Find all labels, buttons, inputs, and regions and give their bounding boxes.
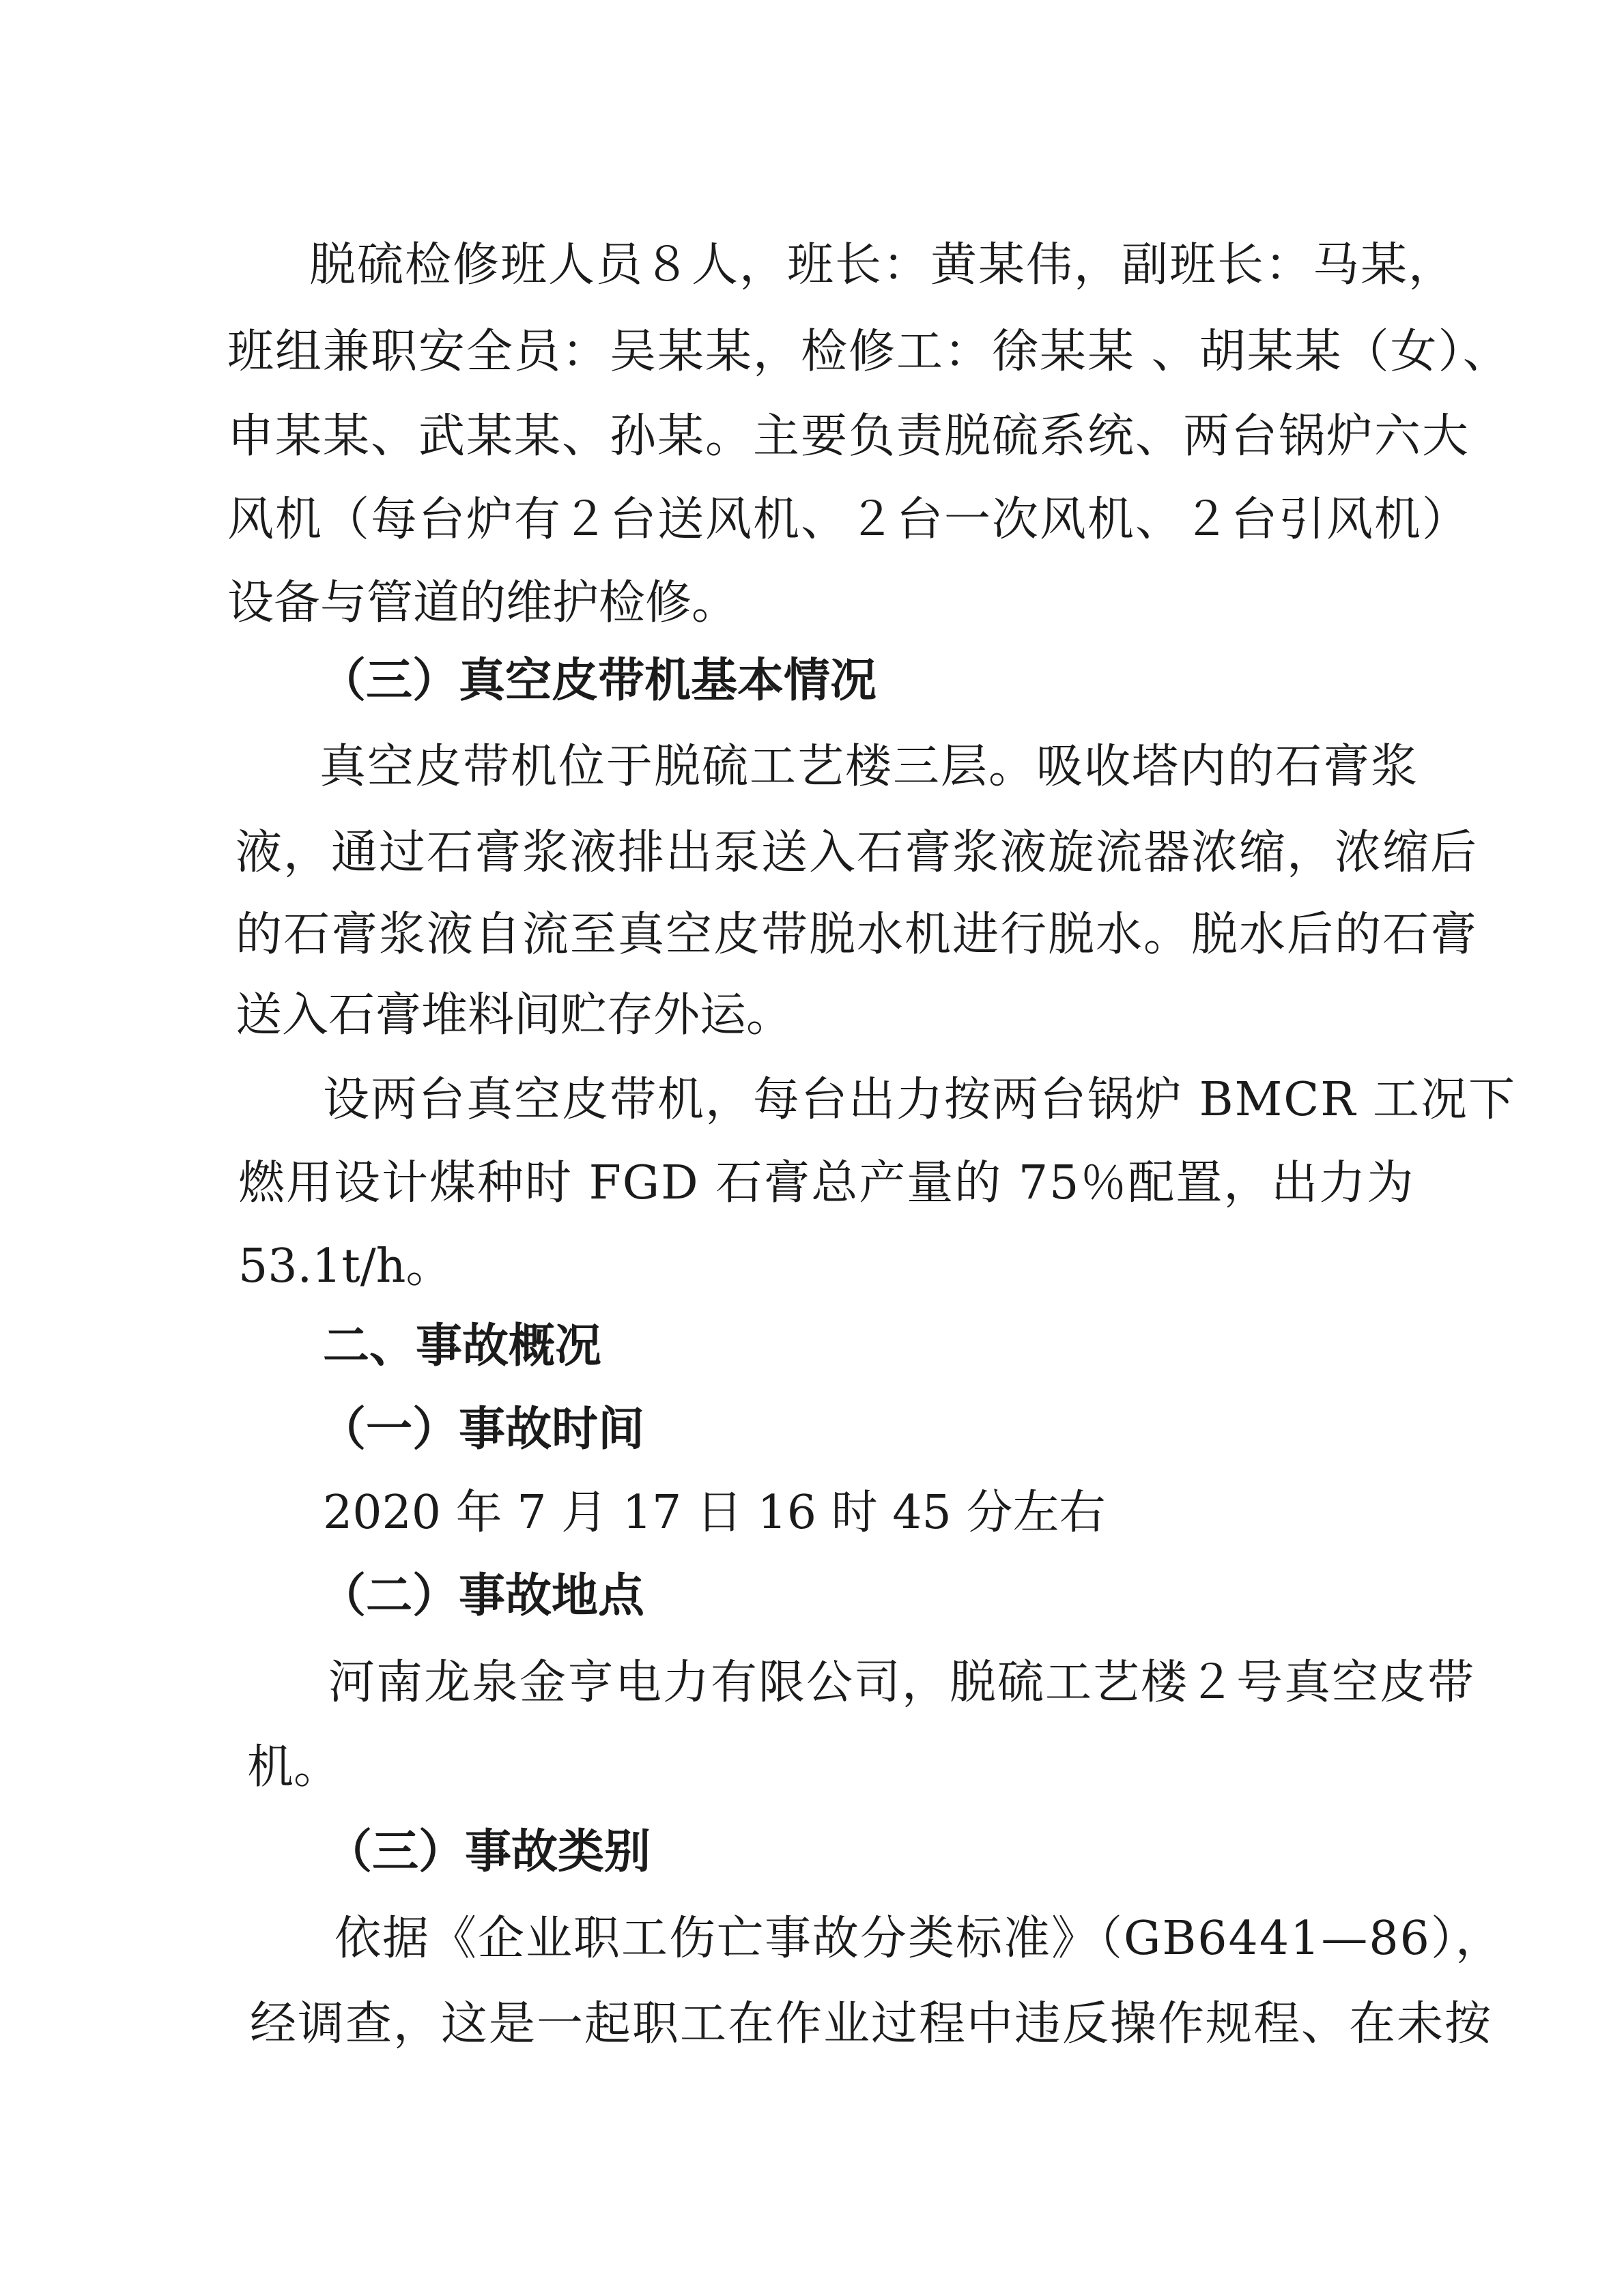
body-line: 设两台真空皮带机，每台出力按两台锅炉 BMCR 工况下: [323, 1073, 1517, 1127]
body-line: 的石膏浆液自流至真空皮带脱水机进行脱水。脱水后的石膏: [236, 908, 1479, 962]
subsection-heading: （三）事故类别: [326, 1825, 651, 1879]
body-line: 2020 年 7 月 17 日 16 时 45 分左右: [323, 1486, 1106, 1540]
section-heading: （三）真空皮带机基本情况: [319, 654, 877, 708]
body-line: 真空皮带机位于脱硫工艺楼三层。吸收塔内的石膏浆: [319, 740, 1419, 794]
body-line: 河南龙泉金亨电力有限公司，脱硫工艺楼２号真空皮带: [328, 1656, 1476, 1710]
body-line: 依据《企业职工伤亡事故分类标准》（GB6441—86），: [334, 1912, 1503, 1966]
body-line: 班组兼职安全员：吴某某，检修工：徐某某 、胡某某（女）、: [227, 325, 1511, 379]
body-line: 脱硫检修班人员８人，班长：黄某伟，副班长：马某，: [309, 238, 1457, 292]
body-line: 设备与管道的维护检修。: [227, 576, 739, 630]
body-line: 送入石膏堆料间贮存外运。: [236, 988, 793, 1042]
subsection-heading: （一）事故时间: [319, 1403, 645, 1456]
body-line: 燃用设计煤种时 FGD 石膏总产量的 75％配置，出力为: [238, 1156, 1415, 1210]
body-line: 申某某、武某某、孙某。主要负责脱硫系统、两台锅炉六大: [227, 410, 1470, 463]
subsection-heading: （二）事故地点: [319, 1569, 645, 1623]
body-line: 风机（每台炉有２台送风机、２台一次风机、２台引风机）: [227, 493, 1470, 547]
body-line: 机。: [247, 1740, 341, 1794]
body-line: 经调查，这是一起职工在作业过程中违反操作规程、在未按: [250, 1997, 1493, 2051]
body-line: 53.1t/h。: [238, 1239, 453, 1293]
section-heading: 二、事故概况: [323, 1319, 602, 1373]
body-line: 液，通过石膏浆液排出泵送入石膏浆液旋流器浓缩，浓缩后: [236, 826, 1479, 880]
